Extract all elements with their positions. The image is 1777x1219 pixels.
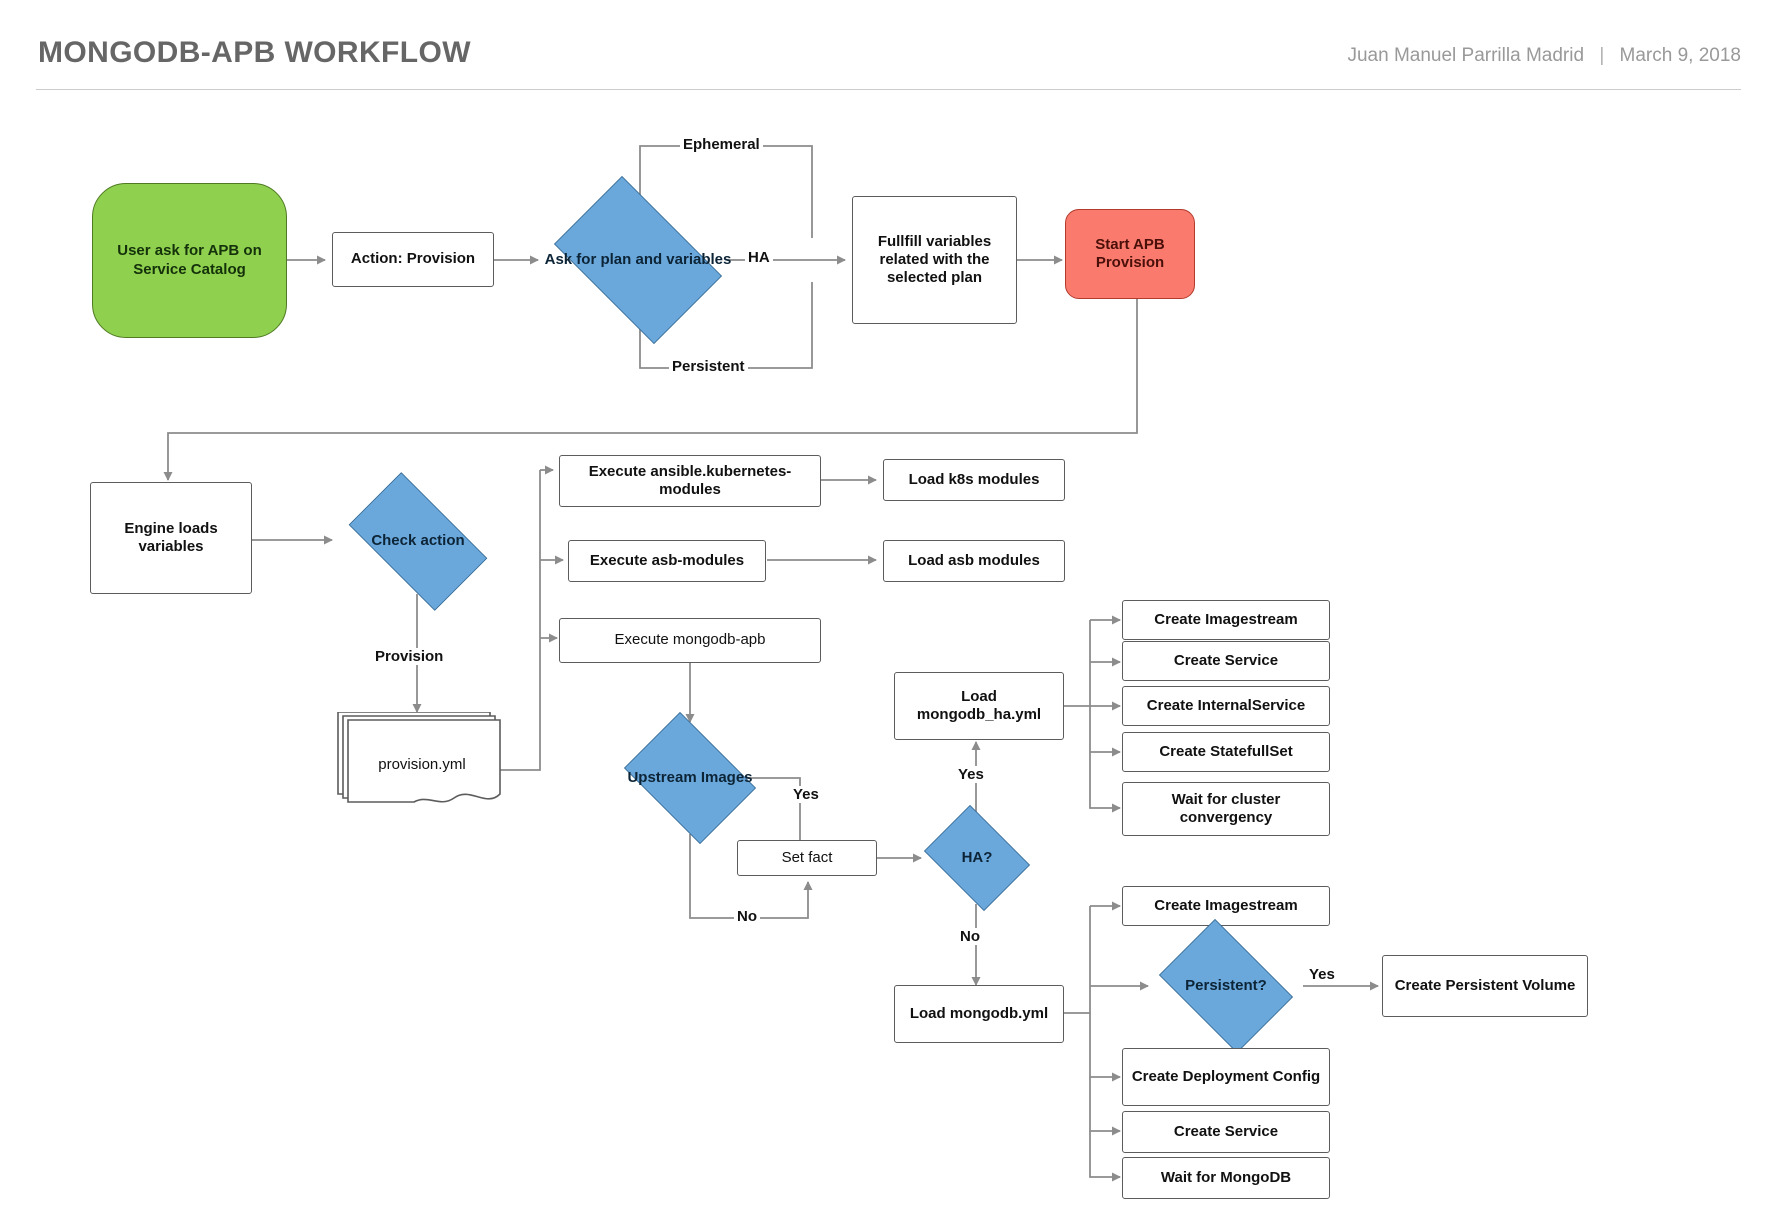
node-label: provision.yml: [378, 756, 466, 773]
node-load-mongodb-ha-yml[interactable]: [894, 672, 1064, 740]
node-std-create-deployment-config[interactable]: [1122, 1048, 1330, 1106]
node-label: HA?: [961, 848, 993, 866]
node-ha-question[interactable]: [917, 812, 1037, 904]
node-label: Execute asb-modules: [589, 551, 745, 569]
edge-label-ha: HA: [745, 249, 773, 266]
node-ha-create-service[interactable]: [1122, 641, 1330, 681]
node-label: Load mongodb_ha.yml: [916, 687, 1042, 723]
edge-label-upstream-yes: Yes: [790, 786, 822, 803]
edge-label-ephemeral: Ephemeral: [680, 136, 763, 153]
node-label: Check action: [371, 532, 465, 550]
node-load-k8s-modules[interactable]: [883, 459, 1065, 501]
node-check-action[interactable]: [332, 489, 504, 594]
node-label: Persistent?: [1185, 976, 1267, 994]
node-ha-wait-for-cluster-convergency[interactable]: [1122, 782, 1330, 836]
author-name: Juan Manuel Parrilla Madrid: [1347, 45, 1585, 66]
date-label: March 9, 2018: [1619, 45, 1741, 66]
node-label: Upstream Images: [627, 768, 753, 786]
node-label: User ask for APB on Service Catalog: [117, 242, 262, 278]
node-label: Create Imagestream: [1154, 896, 1298, 914]
node-std-create-service[interactable]: [1122, 1111, 1330, 1153]
node-execute-mongodb-apb[interactable]: [559, 618, 821, 663]
node-label: Fullfill variables related with the selected plan: [877, 232, 992, 287]
node-set-fact[interactable]: [737, 840, 877, 876]
page-title: MONGODB-APB WORKFLOW: [38, 36, 471, 69]
node-ha-create-statefullset[interactable]: [1122, 732, 1330, 772]
node-label: Create Persistent Volume: [1394, 976, 1576, 994]
node-label: Create Deployment Config: [1131, 1067, 1321, 1085]
node-label: Wait for cluster convergency: [1171, 790, 1281, 826]
node-label: Create StatefullSet: [1159, 742, 1293, 760]
node-ha-create-imagestream[interactable]: [1122, 600, 1330, 640]
node-label: Action: Provision: [350, 250, 476, 268]
node-user-ask-for-apb[interactable]: [92, 183, 287, 338]
node-label: Wait for MongoDB: [1160, 1168, 1292, 1186]
node-label: Load asb modules: [908, 551, 1040, 569]
node-execute-ansible-kubernetes-modules[interactable]: [559, 455, 821, 507]
node-ha-create-internalservice[interactable]: [1122, 686, 1330, 726]
node-label: Create Imagestream: [1154, 610, 1298, 628]
node-execute-asb-modules[interactable]: [568, 540, 766, 582]
node-load-mongodb-yml[interactable]: [894, 985, 1064, 1043]
node-engine-loads-variables[interactable]: [90, 482, 252, 594]
edge-label-persistent-yes: Yes: [1306, 966, 1338, 983]
node-label: Create Service: [1173, 651, 1279, 669]
node-create-persistent-volume[interactable]: [1382, 955, 1588, 1017]
node-label: Execute mongodb-apb: [614, 631, 766, 649]
node-label: Ask for plan and variables: [544, 250, 732, 268]
node-label: Load mongodb.yml: [909, 1004, 1049, 1022]
edge-label-provision: Provision: [372, 648, 446, 665]
node-ask-for-plan-and-variables[interactable]: [538, 192, 738, 328]
edge-label-persistent: Persistent: [669, 358, 748, 375]
node-load-asb-modules[interactable]: [883, 540, 1065, 582]
node-label: Create InternalService: [1146, 696, 1306, 714]
node-fullfill-variables[interactable]: [852, 196, 1017, 324]
node-upstream-images[interactable]: [614, 722, 766, 834]
node-persistent-question[interactable]: [1148, 930, 1304, 1042]
node-std-create-imagestream[interactable]: [1122, 886, 1330, 926]
edge-label-ha-no: No: [957, 928, 983, 945]
node-std-wait-for-mongodb[interactable]: [1122, 1157, 1330, 1199]
node-label: Set fact: [781, 848, 833, 866]
node-start-apb-provision[interactable]: [1065, 209, 1195, 299]
node-provision-yml[interactable]: [336, 712, 508, 822]
node-label: Start APB Provision: [1095, 235, 1165, 271]
node-label: Engine loads variables: [124, 519, 218, 555]
edge-label-upstream-no: No: [734, 908, 760, 925]
edge-label-ha-yes: Yes: [955, 766, 987, 783]
node-label: Load k8s modules: [908, 470, 1040, 488]
meta-separator: |: [1599, 45, 1605, 66]
node-action-provision[interactable]: [332, 232, 494, 287]
node-label: Create Service: [1173, 1122, 1279, 1140]
node-label: Execute ansible.kubernetes-modules: [588, 462, 792, 498]
